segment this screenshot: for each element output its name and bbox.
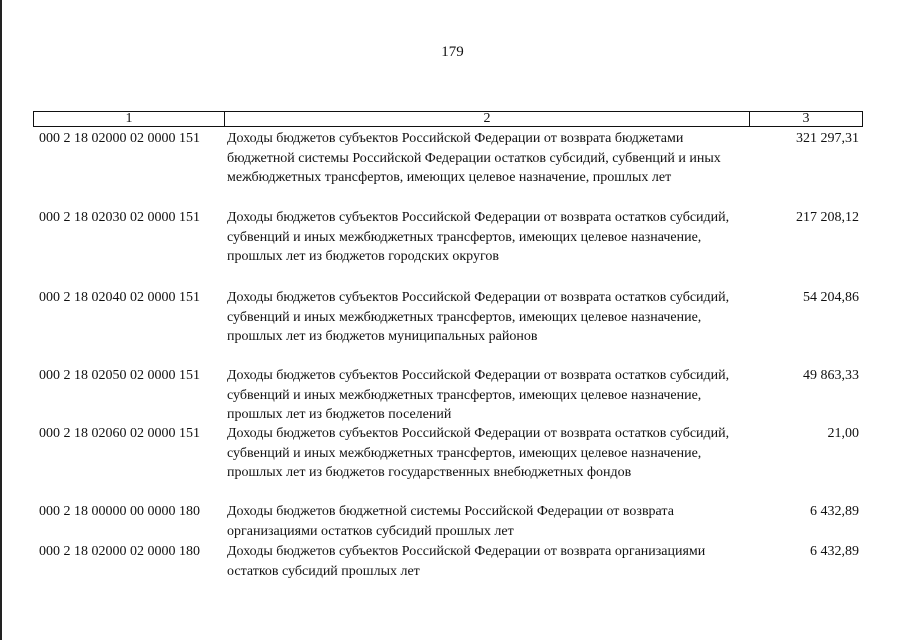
income-description: Доходы бюджетов субъектов Российской Федерации от возврата остатков субсидий, субвенций и иных межбюджетных трансфертов, имеющих целевое назначение, прошлых лет из бюджетов государственных внебюджетных фондов [227, 426, 730, 480]
amount-value: 217 208,12 [796, 210, 859, 225]
budget-code: 000 2 18 02060 02 0000 151 [39, 426, 200, 441]
scan-edge-line [0, 0, 2, 640]
amount-value: 6 432,89 [810, 544, 859, 559]
income-description: Доходы бюджетов субъектов Российской Федерации от возврата остатков субсидий, субвенций и иных межбюджетных трансфертов, имеющих целевое назначение, прошлых лет из бюджетов поселений [227, 368, 730, 422]
budget-code: 000 2 18 02000 02 0000 180 [39, 544, 200, 559]
table-row [33, 502, 863, 542]
income-description: Доходы бюджетов субъектов Российской Федерации от возврата остатков субсидий, субвенций и иных межбюджетных трансфертов, имеющих целевое назначение, прошлых лет из бюджетов городских округов [227, 210, 730, 264]
budget-code: 000 2 18 00000 00 0000 180 [39, 504, 200, 519]
income-description: Доходы бюджетов субъектов Российской Федерации от возврата остатков субсидий, субвенций и иных межбюджетных трансфертов, имеющих целевое назначение, прошлых лет из бюджетов муниципальных районов [227, 290, 730, 344]
amount-value: 321 297,31 [796, 131, 859, 146]
budget-code: 000 2 18 02040 02 0000 151 [39, 290, 200, 305]
amount-value: 54 204,86 [803, 290, 859, 305]
page-number: 179 [441, 44, 464, 60]
table-row [33, 288, 863, 366]
column-header-1: 1 [34, 112, 225, 126]
budget-code: 000 2 18 02050 02 0000 151 [39, 368, 200, 383]
budget-table [33, 111, 863, 582]
budget-code: 000 2 18 02000 02 0000 151 [39, 131, 200, 146]
amount-value: 49 863,33 [803, 368, 859, 383]
amount-value: 6 432,89 [810, 504, 859, 519]
income-description: Доходы бюджетов субъектов Российской Федерации от возврата организациями остатков субсидий прошлых лет [227, 544, 706, 579]
table-row [33, 366, 863, 424]
table-row [33, 208, 863, 288]
column-header-2: 2 [225, 112, 750, 126]
column-header-3: 3 [802, 111, 810, 126]
income-description: Доходы бюджетов субъектов Российской Федерации от возврата бюджетами бюджетной системы Российской Федерации остатков субсидий, субвенций и иных межбюджетных трансфертов, имеющих целевое назначение, прошлых лет [227, 131, 721, 185]
table-header-row [33, 111, 863, 127]
amount-value: 21,00 [827, 426, 859, 441]
table-row [33, 127, 863, 208]
table-row [33, 424, 863, 502]
table-row [33, 542, 863, 582]
budget-code: 000 2 18 02030 02 0000 151 [39, 210, 200, 225]
income-description: Доходы бюджетов бюджетной системы Российской Федерации от возврата организациями остатков субсидий прошлых лет [227, 504, 674, 539]
